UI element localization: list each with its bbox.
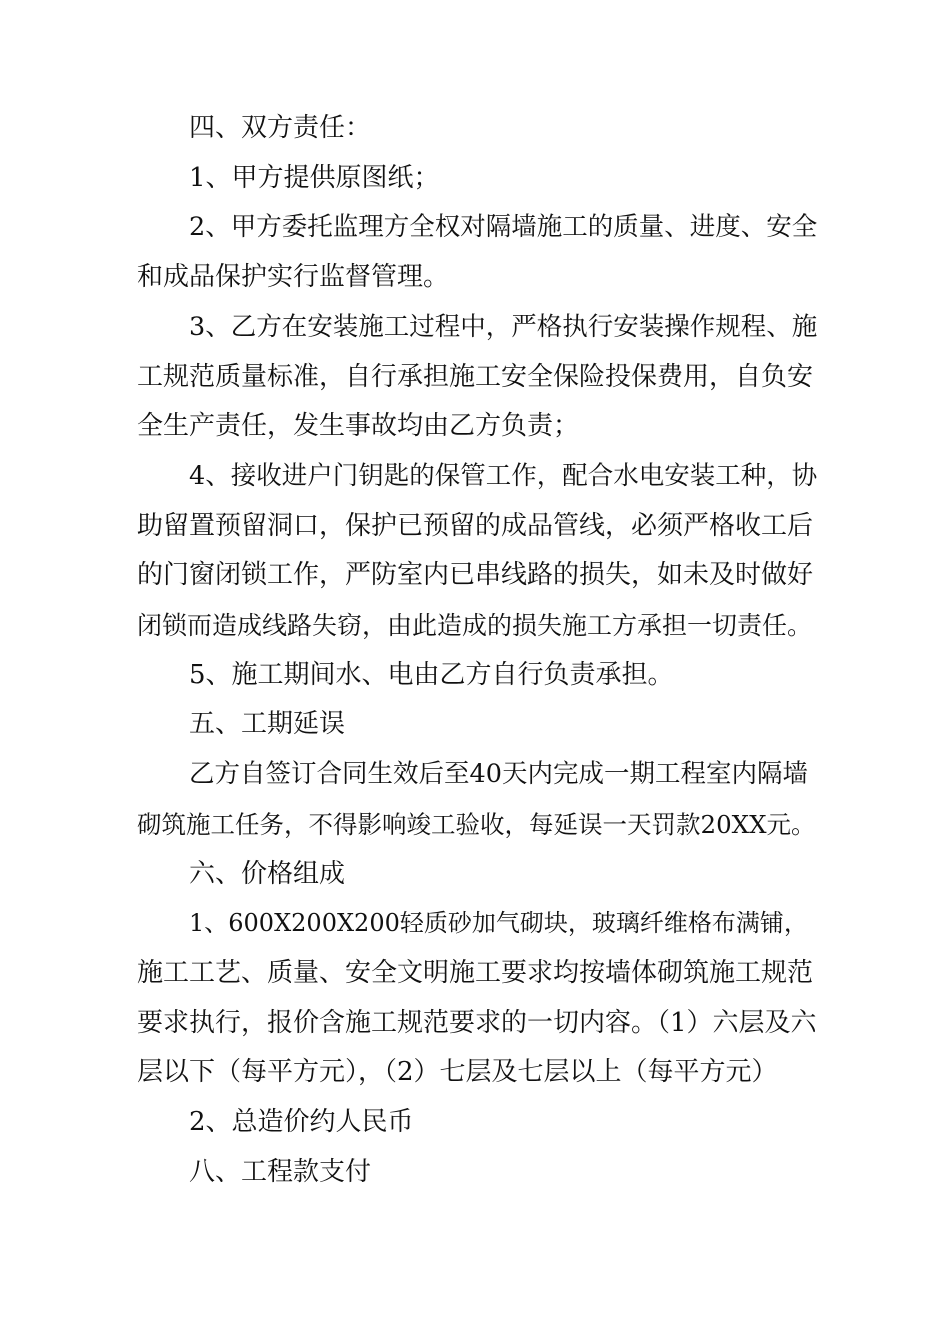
clause-text-continued: 砌筑施工任务，不得影响竣工验收，每延误一天罚款20XX元。	[137, 809, 816, 839]
clause-text-continued: 工规范质量标准，自行承担施工安全保险投保费用，自负安	[137, 361, 814, 392]
clause-text-continued: 闭锁而造成线路失窃，由此造成的损失施工方承担一切责任。	[137, 611, 813, 641]
clause-text: 2、甲方委托监理方全权对隔墙施工的质量、进度、安全	[189, 212, 818, 243]
section-heading-delay: 五、工期延误	[189, 709, 346, 740]
clause-text: 2、总造价约人民币	[189, 1107, 414, 1138]
clause-text-continued: 和成品保护实行监督管理。	[137, 262, 450, 293]
clause-text: 5、施工期间水、电由乙方自行负责承担。	[189, 659, 674, 690]
section-heading-responsibilities: 四、双方责任：	[189, 113, 372, 143]
clause-text-continued: 要求执行，报价含施工规范要求的一切内容。（1）六层及六	[137, 1007, 817, 1038]
clause-text: 1、600X200X200轻质砂加气砌块，玻璃纤维格布满铺，	[189, 909, 808, 938]
clause-text-continued: 层以下（每平方元），（2）七层及七层以上（每平方元）	[137, 1057, 778, 1088]
clause-text-continued: 助留置预留洞口，保护已预留的成品管线，必须严格收工后	[137, 510, 814, 541]
clause-text: 4、接收进户门钥匙的保管工作，配合水电安装工种，协	[189, 460, 818, 491]
section-heading-payment: 八、工程款支付	[189, 1156, 372, 1187]
clause-text-continued: 的门窗闭锁工作，严防室内已串线路的损失，如未及时做好	[137, 560, 814, 591]
clause-text: 3、乙方在安装施工过程中，严格执行安装操作规程、施	[189, 311, 818, 342]
document-body	[137, 104, 817, 1197]
clause-text-continued: 全生产责任，发生事故均由乙方负责；	[137, 411, 580, 442]
clause-text: 1、甲方提供原图纸；	[189, 162, 440, 193]
clause-text-continued: 施工工艺、质量、安全文明施工要求均按墙体砌筑施工规范	[137, 957, 814, 988]
clause-text: 乙方自签订合同生效后至40天内完成一期工程室内隔墙	[189, 759, 808, 790]
section-heading-price: 六、价格组成	[189, 858, 346, 889]
